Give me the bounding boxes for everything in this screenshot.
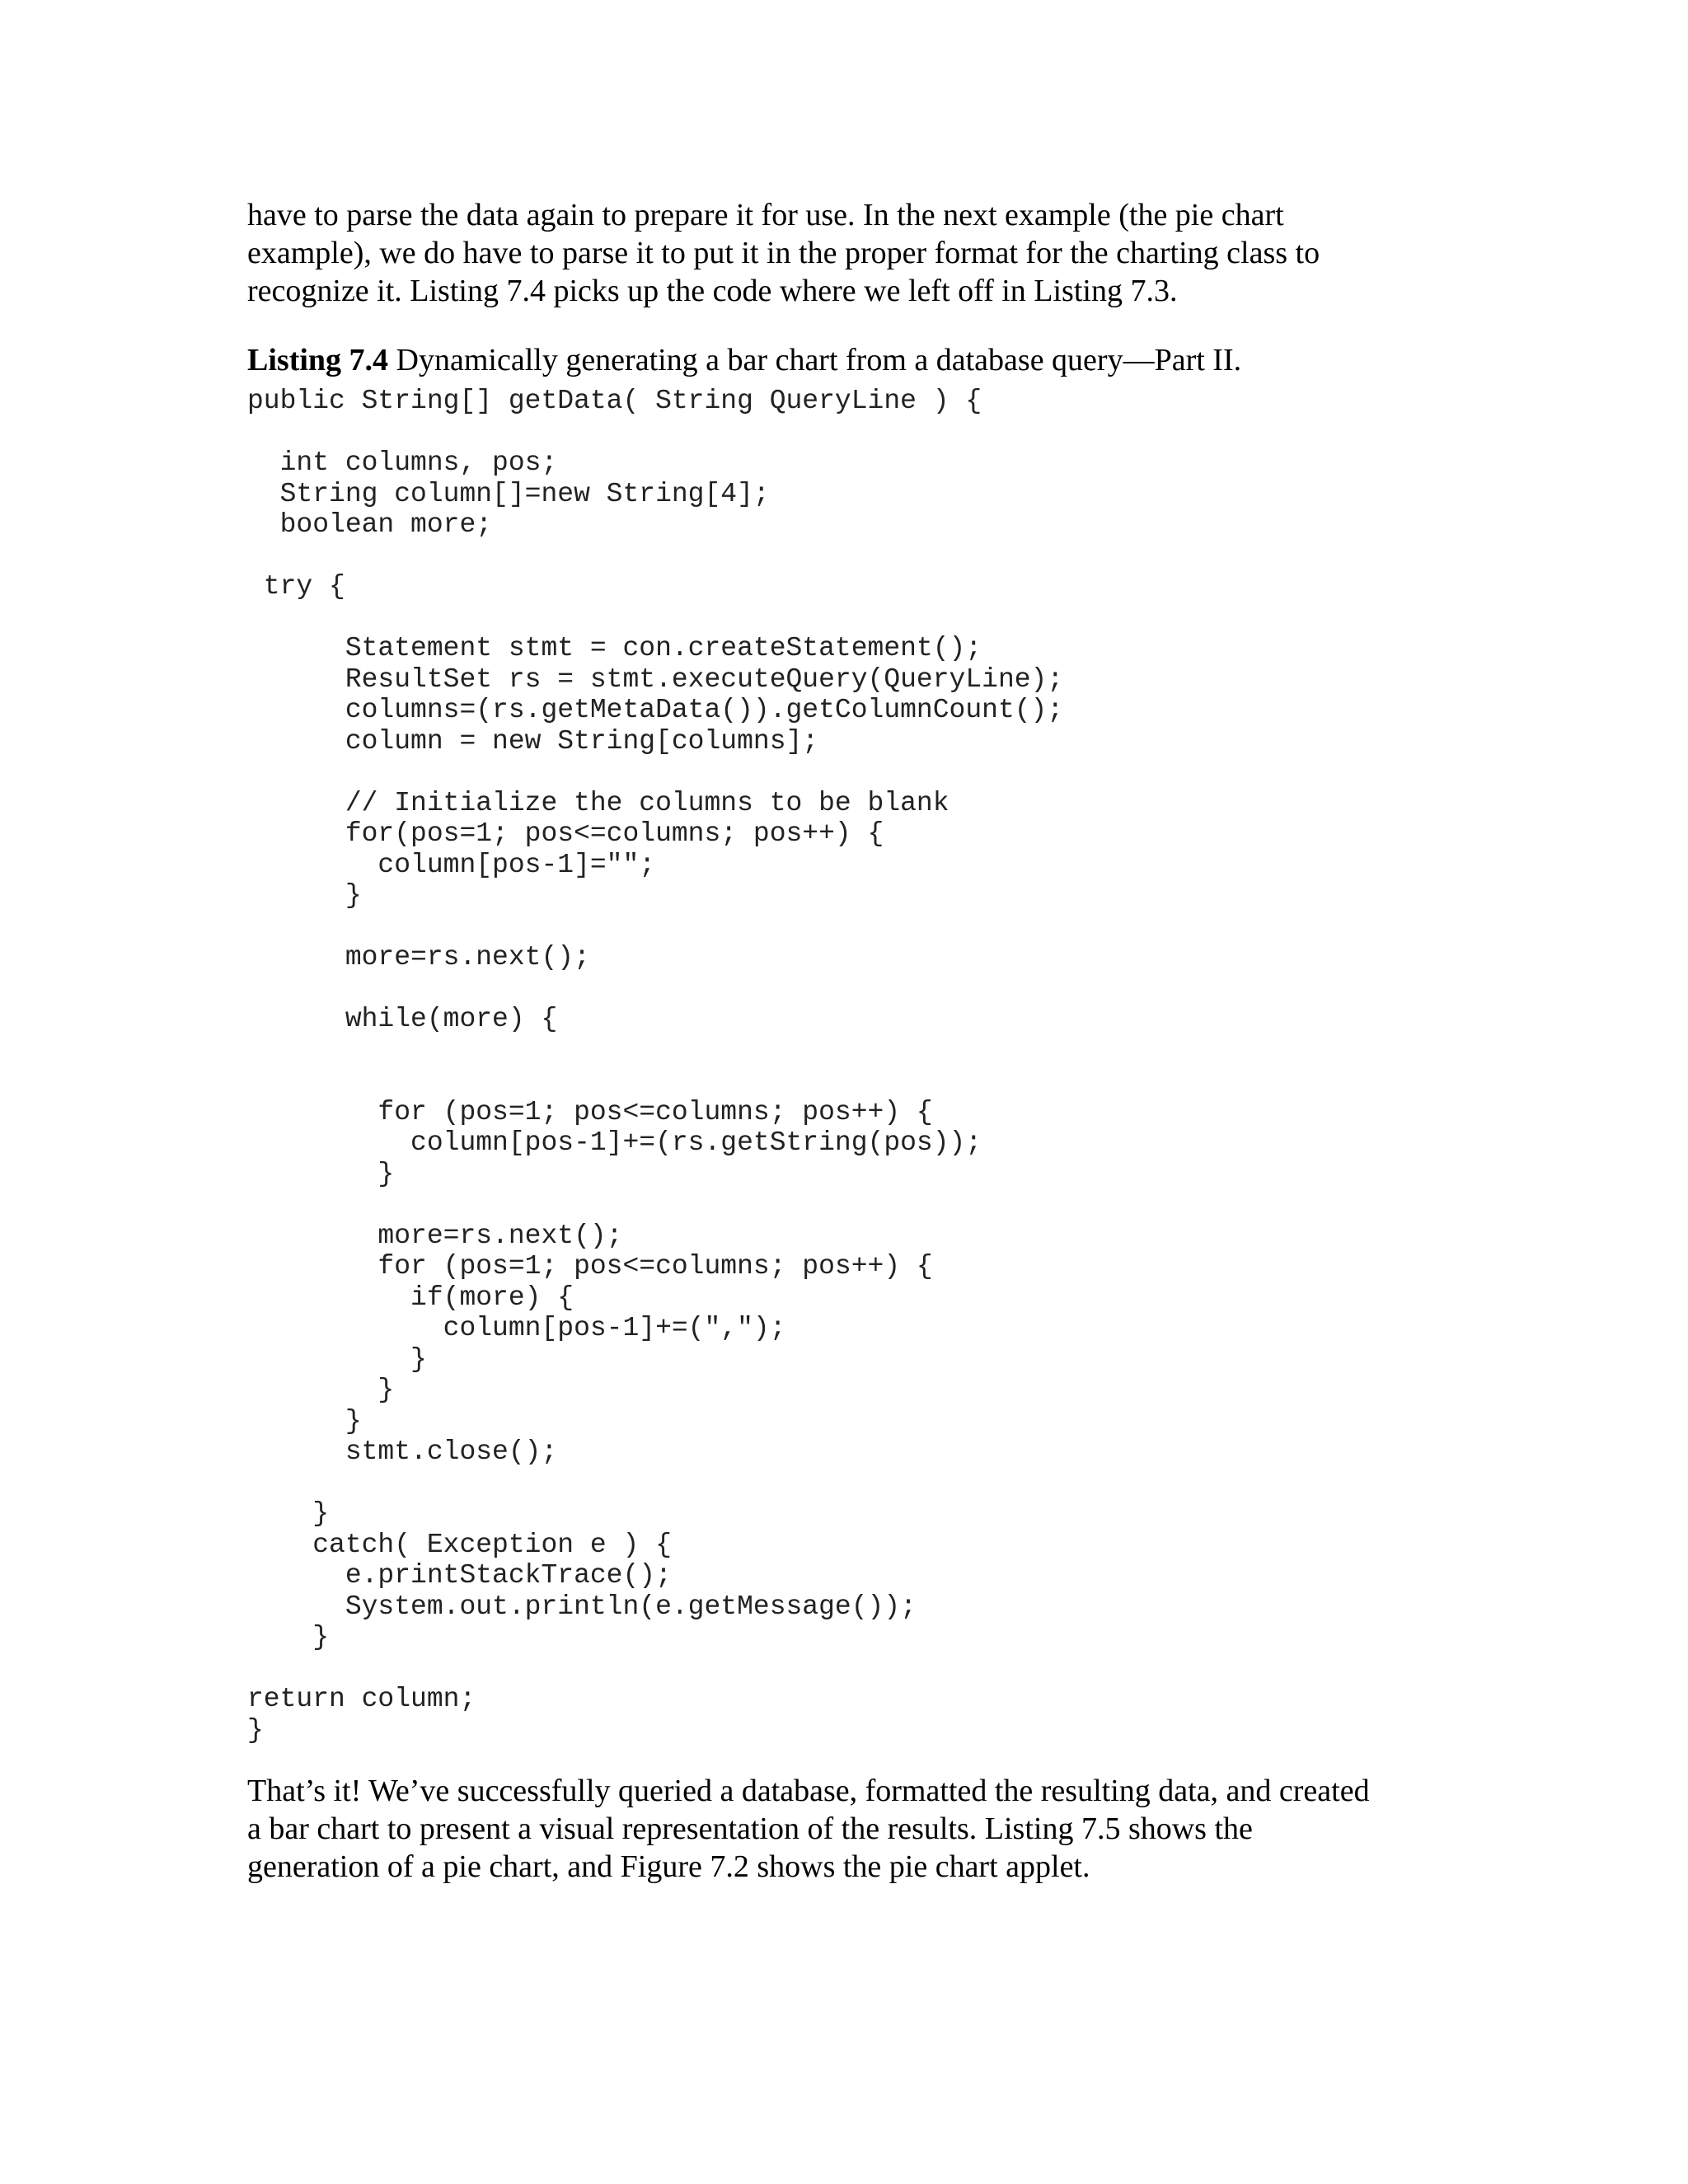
outro-paragraph (247, 1772, 1451, 1886)
code-line: } (247, 1158, 395, 1189)
intro-line: recognize it. Listing 7.4 picks up the code where we left off in Listing 7.3. (247, 274, 1178, 308)
code-line: more=rs.next(); (247, 942, 590, 972)
intro-line: example), we do have to parse it to put it in the proper format for the charting class to (247, 236, 1320, 270)
code-line: if(more) { (247, 1282, 574, 1313)
code-line: int columns, pos; (247, 448, 558, 478)
code-line: String column[]=new String[4]; (247, 478, 770, 509)
code-line: public String[] getData( String QueryLine ) { (247, 386, 982, 416)
outro-line: a bar chart to present a visual representation of the results. Listing 7.5 shows the (247, 1811, 1253, 1846)
code-line: for(pos=1; pos<=columns; pos++) { (247, 818, 884, 849)
code-line: column[pos-1]+=(rs.getString(pos)); (247, 1127, 982, 1158)
code-line: try { (247, 571, 345, 602)
code-line: for (pos=1; pos<=columns; pos++) { (247, 1251, 933, 1282)
listing-caption-label: Listing 7.4 (247, 343, 389, 377)
code-line: stmt.close(); (247, 1436, 558, 1467)
code-line: e.printStackTrace(); (247, 1560, 672, 1591)
code-line: } (247, 1405, 362, 1436)
code-line: } (247, 1714, 264, 1746)
code-line: column[pos-1]+=(","); (247, 1313, 786, 1343)
code-line: System.out.println(e.getMessage()); (247, 1591, 917, 1622)
code-line: } (247, 1375, 395, 1405)
code-line: while(more) { (247, 1004, 558, 1034)
listing-caption (247, 341, 1241, 379)
code-line: // Initialize the columns to be blank (247, 787, 950, 818)
outro-line: generation of a pie chart, and Figure 7.2 shows the pie chart applet. (247, 1849, 1090, 1884)
code-line: column = new String[columns]; (247, 725, 819, 757)
code-line: } (247, 1622, 330, 1652)
code-line: } (247, 1498, 330, 1529)
code-line: Statement stmt = con.createStatement(); (247, 633, 982, 663)
intro-paragraph (247, 196, 1451, 310)
code-line: } (247, 1343, 427, 1375)
code-line: columns=(rs.getMetaData()).getColumnCount(); (247, 695, 1064, 725)
code-line: ResultSet rs = stmt.executeQuery(QueryLine); (247, 663, 1064, 695)
code-line: more=rs.next(); (247, 1220, 623, 1251)
code-line: column[pos-1]=""; (247, 849, 656, 880)
outro-line: That’s it! We’ve successfully queried a database, formatted the resulting data, and created (247, 1774, 1370, 1808)
listing-caption-text: Dynamically generating a bar chart from a database query—Part II. (388, 343, 1242, 377)
code-line: } (247, 880, 362, 911)
code-line: return column; (247, 1684, 476, 1714)
code-line: for (pos=1; pos<=columns; pos++) { (247, 1096, 933, 1127)
code-line: boolean more; (247, 509, 493, 540)
code-line: catch( Exception e ) { (247, 1529, 672, 1560)
intro-line: have to parse the data again to prepare it for use. In the next example (the pie chart (247, 198, 1284, 232)
